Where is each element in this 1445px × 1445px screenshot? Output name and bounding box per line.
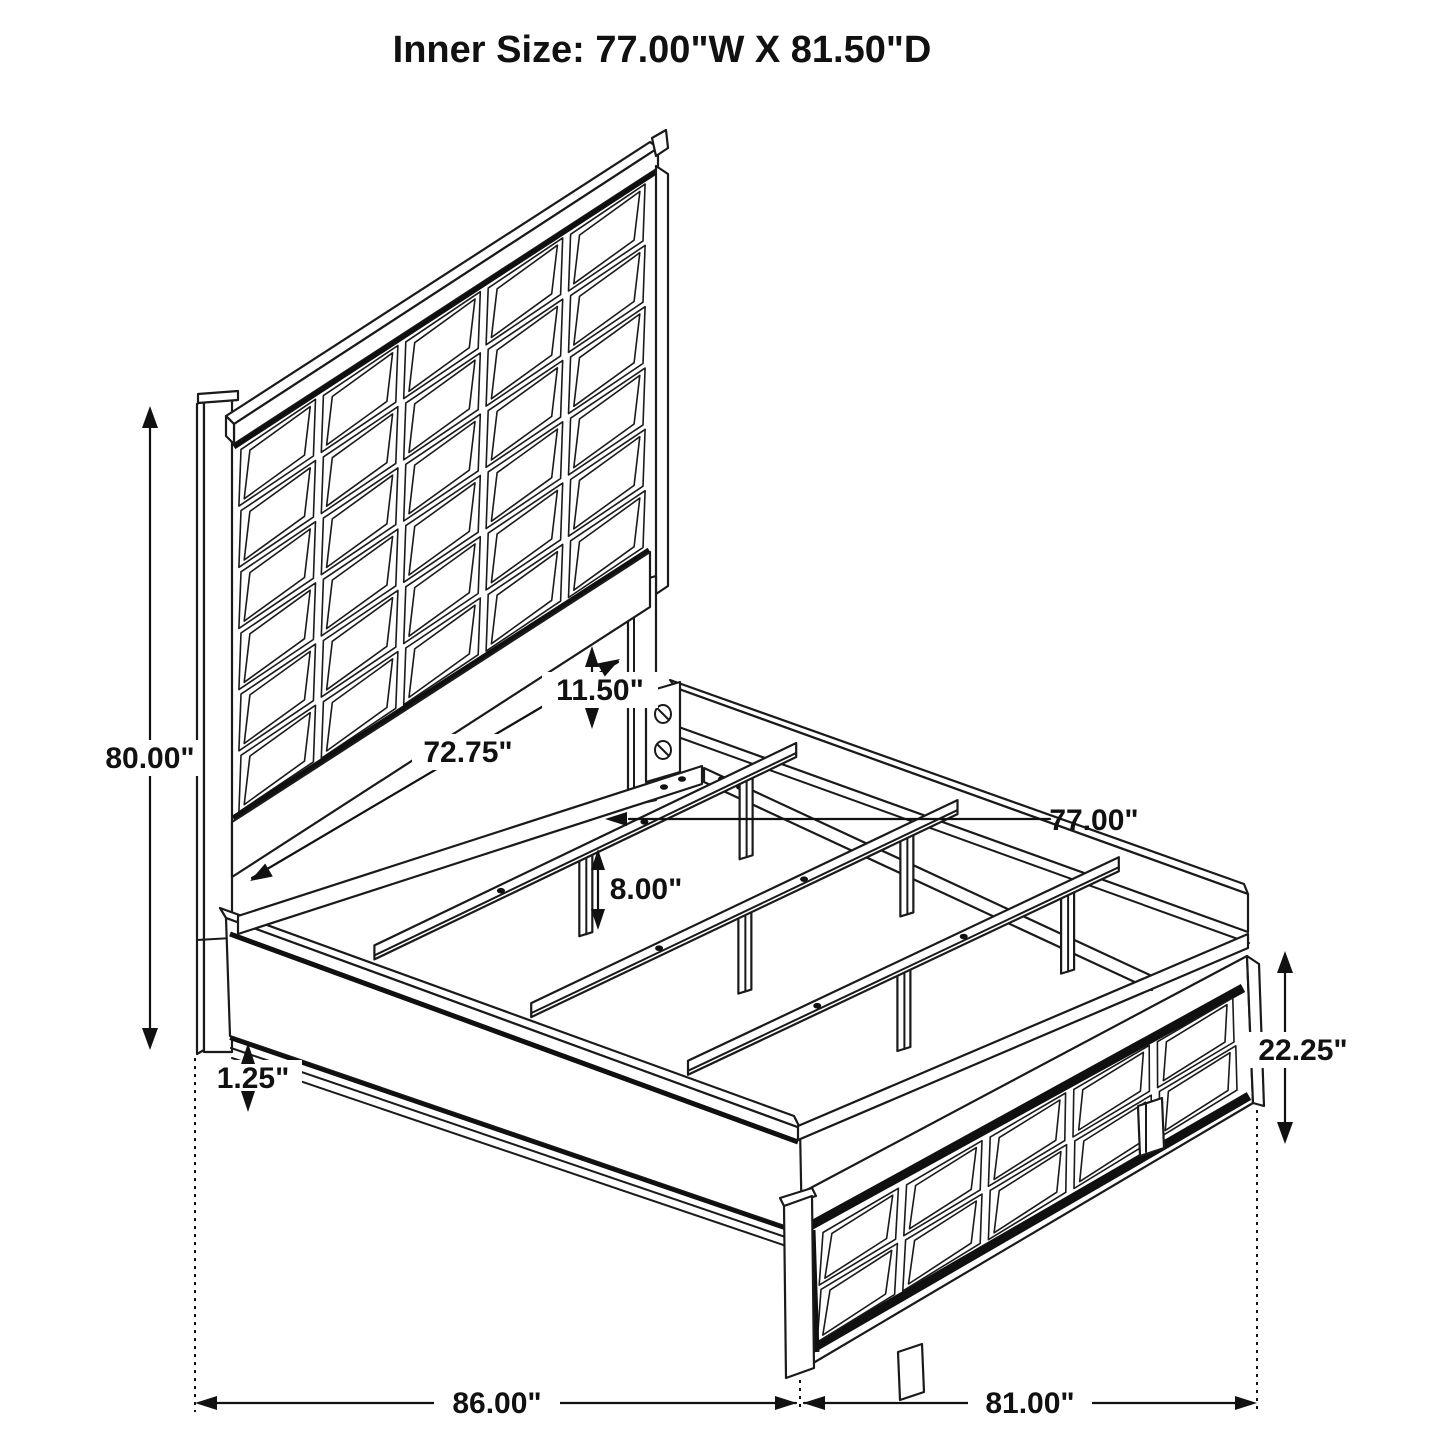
footboard-left-stile	[784, 1196, 814, 1378]
cross-rail-screw-2	[660, 784, 668, 790]
arrow-1150-up	[585, 646, 599, 667]
slat-2-screw	[800, 876, 808, 882]
dim-label-bottom-rail: 11.50"	[556, 674, 644, 707]
headboard-right-post-top	[652, 130, 668, 156]
diagram-title: Inner Size: 77.00"W X 81.50"D	[392, 29, 932, 71]
arrow-7275-lower	[250, 864, 273, 882]
dim-label-rail-ledge: 1.25"	[216, 1062, 290, 1095]
slat-1-screw	[497, 888, 505, 894]
dim-label-overall-width: 81.00"	[985, 1387, 1075, 1420]
slat-3-screw	[960, 934, 968, 940]
dim-label-slat-length: 77.00"	[1049, 804, 1139, 837]
arrow-86-right	[775, 1396, 797, 1410]
arrow-86-left	[195, 1396, 217, 1410]
headboard-left-post-cap	[198, 391, 238, 403]
dim-label-footboard-height: 22.25"	[1258, 1034, 1348, 1067]
footboard-foot-right	[1138, 1098, 1164, 1156]
arrow-2225-down	[1277, 1122, 1293, 1144]
arrow-80-down	[142, 1028, 158, 1050]
dim-label-overall-depth: 86.00"	[452, 1387, 542, 1420]
arrow-81-right	[1235, 1396, 1257, 1410]
arrow-81-left	[803, 1396, 825, 1410]
cross-rail-screw-1	[678, 776, 686, 782]
arrow-2225-up	[1277, 951, 1293, 973]
dim-label-leg-height: 8.00"	[609, 873, 683, 906]
dim-label-inner-width: 72.75"	[423, 736, 513, 769]
slat-3-screw	[813, 1003, 821, 1009]
slat-2-screw	[655, 945, 663, 951]
headboard-right-side	[656, 166, 668, 594]
dim-label-headboard-height: 80.00"	[105, 742, 195, 775]
footboard	[780, 956, 1264, 1400]
footboard-foot-mid	[898, 1344, 924, 1400]
arrow-1150-down	[585, 708, 599, 729]
arrow-80-up	[142, 406, 158, 428]
